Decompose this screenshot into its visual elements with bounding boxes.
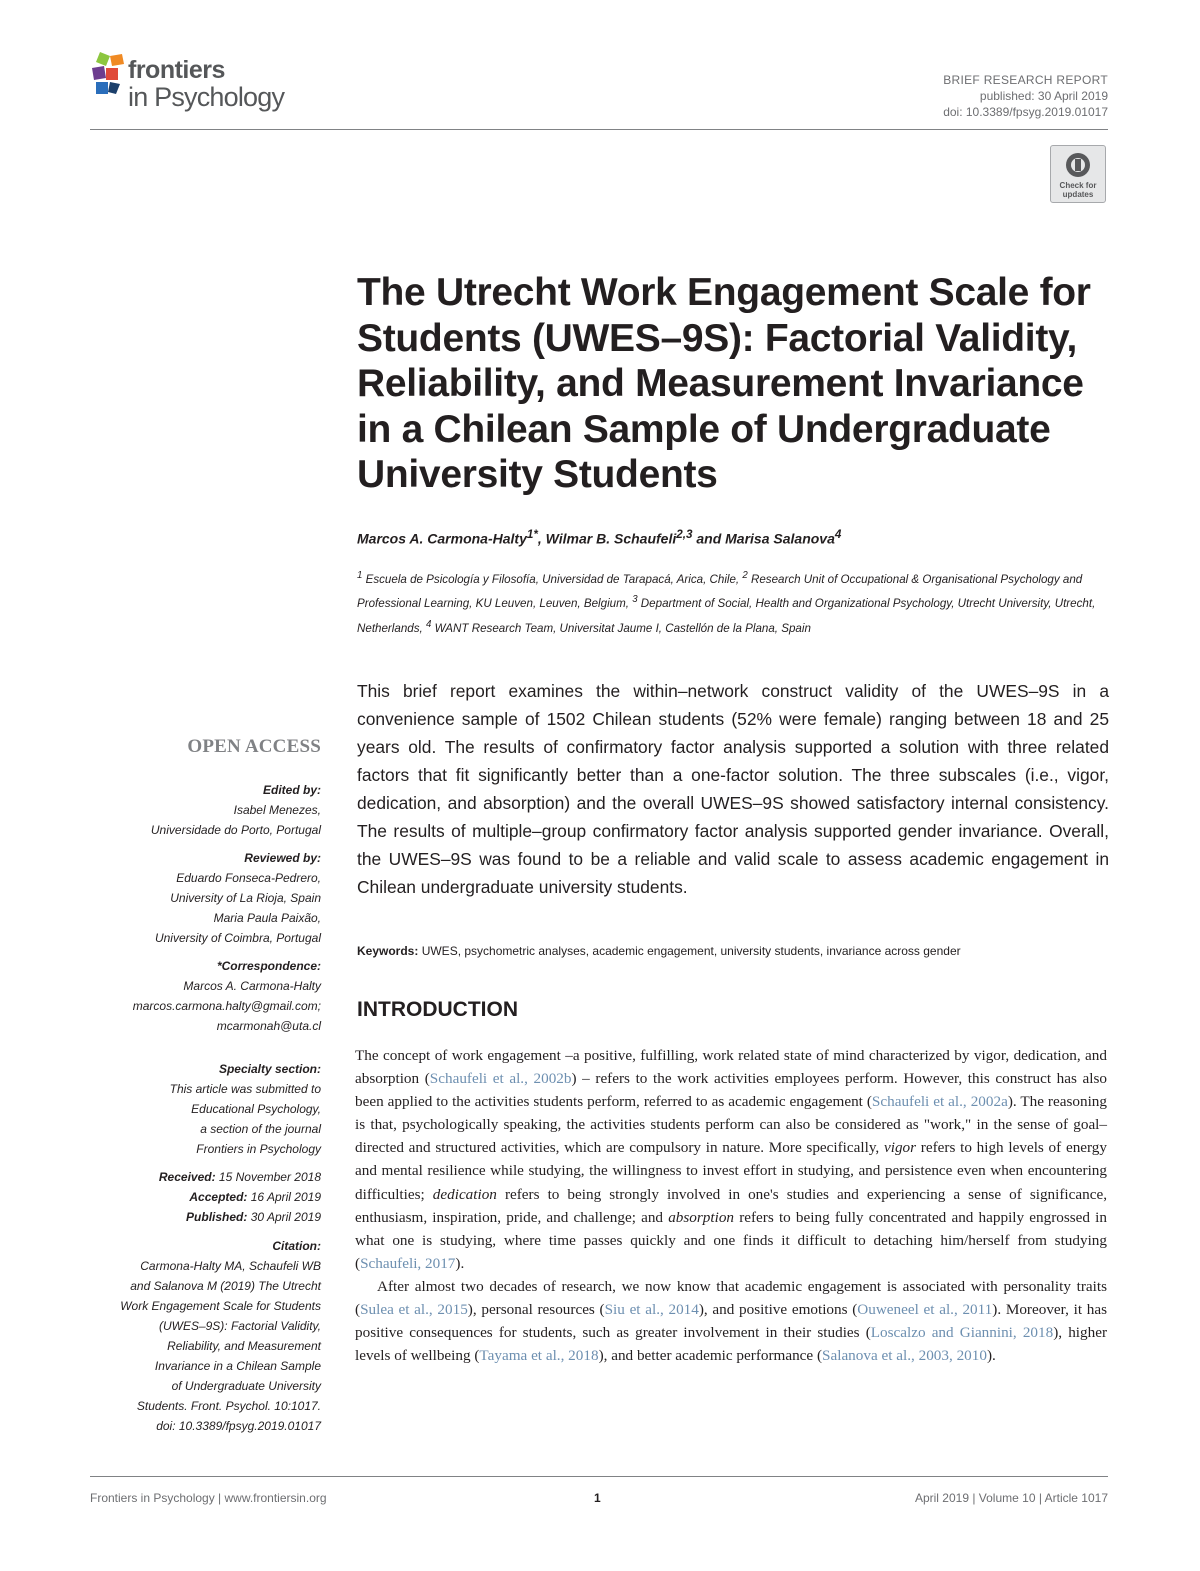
citation-line: Invariance in a Chilean Sample [154,1359,321,1373]
page-number: 1 [594,1491,601,1505]
paragraph-text: ), higher levels of wellbeing ( [355,1324,1108,1365]
paragraph-text: refers to being fully concentrated and happily engrossed in what one is studying, where time passes quickly and one finds it difficult to detaching him/herself from studying ( [355,1208,1108,1272]
citation-line: (UWES–9S): Factorial Validity, [158,1319,321,1333]
affiliations [357,566,1109,639]
citation-line: of Undergraduate University [171,1379,321,1393]
citation-line: Students. Front. Psychol. 10:1017. [136,1399,321,1413]
emphasized-term: vigor [883,1139,917,1157]
paragraph-text: refers to being strongly involved in one's studies and experiencing a sense of significance, enthusiasm, inspiration, pride, and challenge; and [355,1185,1107,1226]
section-heading: INTRODUCTION [357,998,518,1021]
citation-link[interactable]: Tayama et al., 2018 [479,1347,599,1365]
citation-line: Work Engagement Scale for Students [120,1299,321,1313]
author-name[interactable]: Wilmar B. Schaufeli [545,530,677,547]
paragraph-text: ). The reasoning is that, psychologically speaking, the activities students perform can also be considered as "work," in the sense of goal–directed and structured activities, which are compulsory in nature. More specifically, [355,1093,1107,1157]
correspondence-label: *Correspondence: [216,959,321,973]
logo-line-1: frontiers [128,56,225,84]
paragraph-text: The concept of work engagement –a positive, fulfilling, work related state of mind characterized by vigor, dedication, and absorption ( [355,1047,1107,1088]
edited-by [81,780,321,840]
abstract: This brief report examines the within–network construct validity of the UWES–9S in a convenience sample of 1502 Chilean students (52% were female) ranging between 18 and 25 years old. The results of confirmatory factor analysis supported a solution with three related factors that fit significantly better than a one-factor solution. The three subscales (i.e., vigor, dedication, and absorption) and the overall UWES–9S showed satisfactory internal consistency. The results of multiple–group confirmatory factor analysis supported gender invariance. Overall, the UWES–9S was found to be a reliable and valid scale to assess academic engagement in Chilean undergraduate university students. [357,681,1109,897]
author-list [357,528,1117,547]
paragraph [355,1044,1107,1275]
citation [81,1236,321,1436]
footer-journal[interactable]: Frontiers in Psychology | www.frontiersin.org [90,1491,327,1505]
received-label: Received: [158,1170,216,1184]
frontiers-logo-icon [90,50,130,98]
check-updates-icon [1064,151,1092,179]
citation-link[interactable]: Schaufeli et al., 2002b [429,1070,572,1088]
keywords-list: UWES, psychometric analyses, academic engagement, university students, invariance across gender [418,944,961,958]
author-separator: , [537,530,546,547]
journal-logo [90,50,320,125]
citation-line: Reliability, and Measurement [167,1339,321,1353]
citation-link[interactable]: Ouweneel et al., 2011 [857,1301,993,1319]
editor-line: Universidade do Porto, Portugal [150,823,321,837]
editor-line: Isabel Menezes, [233,803,321,817]
check-updates-label-2: updates [1062,190,1094,199]
specialty-line: Frontiers in Psychology [196,1142,321,1156]
specialty-line: This article was submitted to [169,1082,321,1096]
paragraph-text: ), personal resources ( [467,1301,605,1319]
emphasized-term: dedication [432,1185,497,1203]
article-dates [81,1167,321,1227]
paragraph-text: ), and better academic performance ( [598,1347,823,1365]
author-affil-ref: 4 [834,528,842,541]
correspondence-name: Marcos A. Carmona-Halty [183,979,321,993]
author-name[interactable]: Marcos A. Carmona-Halty [357,530,527,547]
received-value: 15 November 2018 [215,1170,321,1184]
citation-link[interactable]: Schaufeli, 2017 [360,1254,456,1272]
paragraph-text: ), and positive emotions ( [698,1301,858,1319]
reviewed-by-label: Reviewed by: [244,851,321,865]
keywords-label: Keywords: [357,944,419,958]
author-affil-ref: 1* [526,528,538,541]
citation-link[interactable]: Salanova et al., 2003, 2010 [822,1347,987,1365]
affil-text: Research Unit of Occupational & Organisational Psychology and Professional Learning, KU Leuven, Leuven, Belgium, [357,572,1083,611]
citation-link[interactable]: Loscalzo and Giannini, 2018 [870,1324,1054,1342]
reviewer-line: Maria Paula Paixão, [213,911,321,925]
paragraph-text: ). [455,1254,465,1272]
affil-text: Escuela de Psicología y Filosofía, Universidad de Tarapacá, Arica, Chile, [362,572,743,586]
paragraph-text: After almost two decades of research, we now know that academic engagement is associated with personality traits ( [355,1277,1107,1319]
reviewer-line: University of Coimbra, Portugal [154,931,321,945]
author-separator: and [692,530,726,547]
footer-divider [90,1476,1108,1477]
doi-link[interactable]: doi: 10.3389/fpsyg.2019.01017 [943,105,1108,119]
article-type: BRIEF RESEARCH REPORT [943,73,1108,87]
check-updates-label-1: Check for [1059,181,1097,190]
paragraph-text: ). Moreover, it has positive consequences for students, such as greater involvement in their studies ( [355,1301,1107,1342]
reviewer-line: Eduardo Fonseca-Pedrero, [176,871,321,885]
specialty-label: Specialty section: [218,1062,321,1076]
affil-text: WANT Research Team, Universitat Jaume I, Castellón de la Plana, Spain [431,621,811,635]
keywords [357,944,1117,958]
citation-link[interactable]: Siu et al., 2014 [604,1301,699,1319]
article-meta [943,72,1108,120]
paragraph [355,1275,1107,1367]
reviewed-by [81,848,321,948]
emphasized-term: absorption [668,1208,735,1226]
correspondence-email[interactable]: marcos.carmona.halty@gmail.com; [132,999,321,1013]
correspondence [81,956,321,1036]
citation-doi[interactable]: doi: 10.3389/fpsyg.2019.01017 [156,1419,321,1433]
logo-line-2: in Psychology [128,82,285,112]
footer-issue: April 2019 | Volume 10 | Article 1017 [914,1491,1108,1505]
affil-text: Department of Social, Health and Organizational Psychology, Utrecht University, Utrecht, Netherlands, [357,597,1096,635]
author-affil-ref: 2,3 [676,528,693,541]
affil-number: 3 [632,594,638,606]
reviewer-line: University of La Rioja, Spain [170,891,321,905]
citation-line: and Salanova M (2019) The Utrecht [130,1279,321,1293]
received-date [81,1167,321,1187]
affil-number: 2 [742,570,748,581]
body-text [355,1044,1107,1367]
paragraph-text: ). [986,1347,996,1365]
specialty-line: a section of the journal [200,1122,321,1136]
published-date: published: 30 April 2019 [979,89,1108,103]
accepted-label: Accepted: [189,1190,248,1204]
citation-link[interactable]: Schaufeli et al., 2002a [871,1093,1008,1111]
published-label: Published: [186,1210,248,1224]
edited-by-label: Edited by: [262,783,321,797]
paragraph-text: refers to high levels of energy and mental resilience while studying, the willingness to invest effort in studying, and persistence even when encountering difficulties; [355,1139,1107,1203]
author-name[interactable]: Marisa Salanova [725,530,835,547]
citation-label: Citation: [272,1239,321,1253]
citation-line: Carmona-Halty MA, Schaufeli WB [140,1259,321,1273]
affil-number: 4 [425,618,432,630]
accepted-value: 16 April 2019 [247,1190,321,1204]
article-title: The Utrecht Work Engagement Scale for Students (UWES–9S): Factorial Validity, Reliability, and Measurement Invariance in a Chilean Sample of Undergraduate University Students [357,271,1091,496]
affil-number: 1 [357,570,363,581]
correspondence-email[interactable]: mcarmonah@uta.cl [216,1019,321,1033]
published-value: 30 April 2019 [247,1210,321,1224]
published-sidebar-date [81,1207,321,1227]
open-access-label: OPEN ACCESS [187,736,321,757]
citation-link[interactable]: Sulea et al., 2015 [360,1301,468,1319]
specialty-line: Educational Psychology, [191,1102,321,1116]
check-for-updates-button[interactable] [1050,145,1106,203]
header-divider [90,129,1108,130]
paragraph-text: ) – refers to the work activities employees perform. However, this construct has also been applied to the activities students perform, referred to as academic engagement ( [355,1070,1107,1111]
accepted-date [81,1187,321,1207]
specialty-section [81,1059,321,1159]
